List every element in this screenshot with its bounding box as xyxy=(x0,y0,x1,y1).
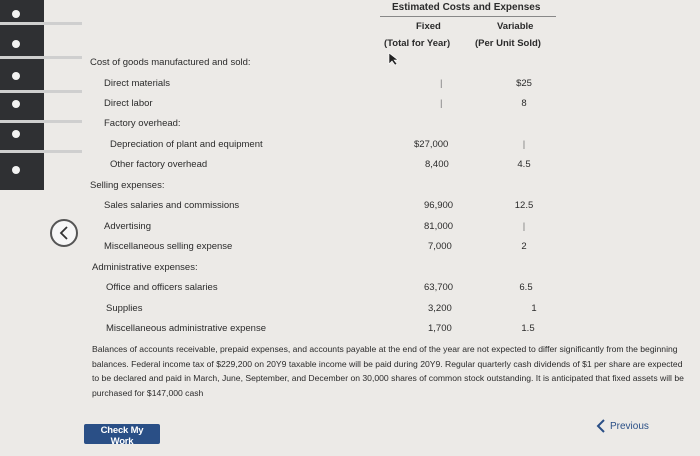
row-label: Miscellaneous administrative expense xyxy=(106,323,266,334)
row-label: Direct labor xyxy=(104,98,153,109)
chevron-left-icon xyxy=(58,226,70,240)
nav-bullet[interactable] xyxy=(12,166,20,174)
chevron-left-icon xyxy=(596,418,606,434)
fixed-value: 7,000 xyxy=(428,241,452,252)
fixed-value: 3,200 xyxy=(428,303,452,314)
variable-value: 2 xyxy=(521,241,527,252)
nav-bullet[interactable] xyxy=(12,40,20,48)
divider xyxy=(0,120,82,123)
nav-bullet[interactable] xyxy=(12,10,20,18)
row-label: Depreciation of plant and equipment xyxy=(110,139,263,150)
fixed-value: 96,900 xyxy=(424,200,454,211)
row-label: Sales salaries and commissions xyxy=(104,200,240,211)
variable-value: 1 xyxy=(531,303,537,314)
divider xyxy=(0,56,82,59)
section-heading-overhead: Factory overhead: xyxy=(104,118,181,129)
fixed-value: | xyxy=(440,78,443,89)
divider xyxy=(0,90,82,93)
variable-header: Variable xyxy=(497,21,534,32)
nav-bullet[interactable] xyxy=(12,72,20,80)
back-button[interactable] xyxy=(50,219,78,247)
variable-value: | xyxy=(522,221,526,232)
previous-button[interactable] xyxy=(596,416,649,436)
variable-value: | xyxy=(522,139,526,150)
nav-bullet[interactable] xyxy=(12,100,20,108)
fixed-value: 1,700 xyxy=(428,323,452,334)
fixed-header: Fixed xyxy=(416,21,441,32)
section-heading-selling: Selling expenses: xyxy=(90,180,165,191)
section-heading-admin: Administrative expenses: xyxy=(92,262,198,273)
previous-label: Previous xyxy=(610,420,649,432)
fixed-subheader: (Total for Year) xyxy=(384,38,451,49)
variable-value: 12.5 xyxy=(514,200,534,211)
fixed-value: 8,400 xyxy=(425,159,449,170)
row-label: Direct materials xyxy=(104,78,170,89)
fixed-value: 63,700 xyxy=(424,282,454,293)
variable-subheader: (Per Unit Sold) xyxy=(475,38,541,49)
variable-value: $25 xyxy=(516,78,532,89)
fixed-value: | xyxy=(440,98,443,109)
variable-value: 4.5 xyxy=(517,159,531,170)
section-heading-cogs: Cost of goods manufactured and sold: xyxy=(90,57,251,68)
fixed-value: 81,000 xyxy=(424,221,454,232)
row-label: Miscellaneous selling expense xyxy=(104,241,233,252)
row-label: Other factory overhead xyxy=(110,159,208,170)
variable-value: 8 xyxy=(521,98,527,109)
cursor-icon xyxy=(388,52,400,66)
variable-value: 1.5 xyxy=(521,323,535,334)
instructions-paragraph: Balances of accounts receivable, prepaid expenses, and accounts payable at the end of the year are not expected to differ significantly from the beginning balances. Federal income tax of $229,200 on 20Y9 taxable income will be paid during 20Y9. Regular quarterly cash dividends of $1 per share are expected to be declared and paid in March, June, September, and December on 30,000 shares of common stock outstanding. It is anticipated that fixed assets will be purchased for $147,000 cash xyxy=(92,344,684,398)
fixed-value: $27,000 xyxy=(414,139,449,150)
row-label: Advertising xyxy=(104,221,151,232)
nav-bullet[interactable] xyxy=(12,130,20,138)
row-label: Supplies xyxy=(106,303,143,314)
row-label: Office and officers salaries xyxy=(106,282,218,293)
table-title: Estimated Costs and Expenses xyxy=(392,2,541,13)
divider xyxy=(0,22,82,25)
sidebar-strip xyxy=(0,0,44,190)
header-rule xyxy=(380,16,556,17)
divider xyxy=(0,150,82,153)
check-my-work-button[interactable]: Check My Work xyxy=(84,424,160,444)
variable-value: 6.5 xyxy=(519,282,533,293)
